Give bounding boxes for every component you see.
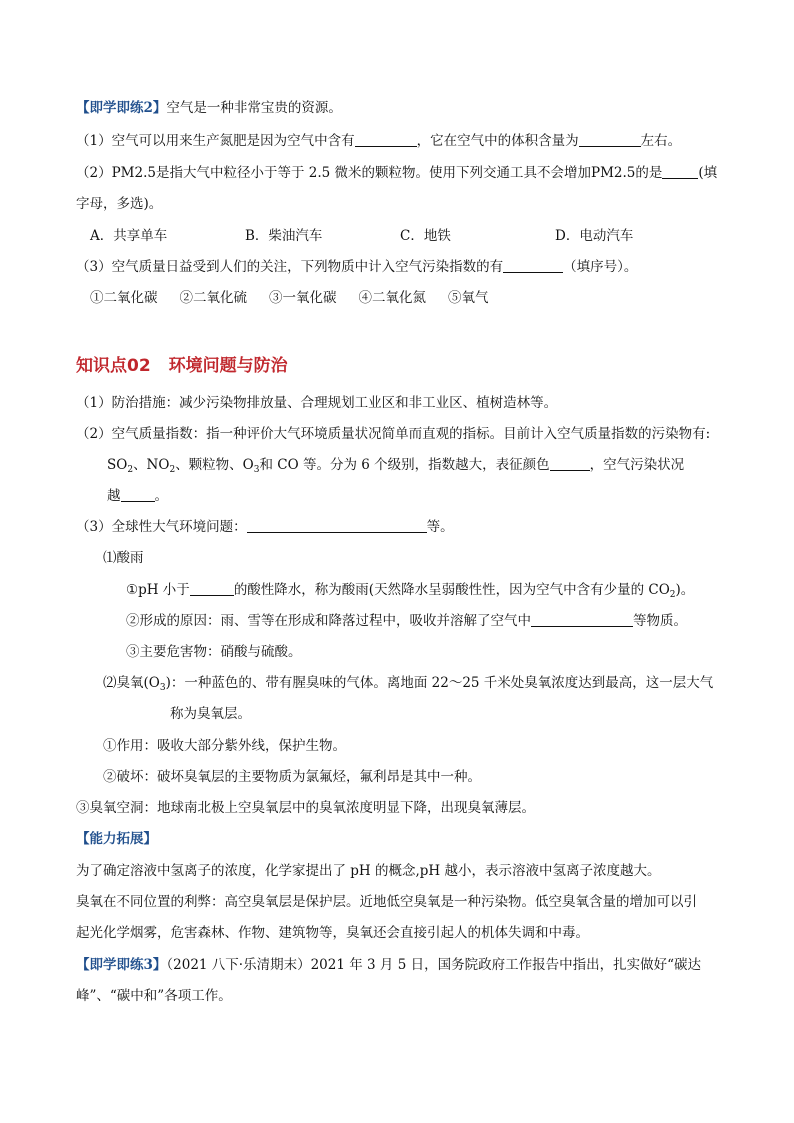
ozone-item3: ③臭氧空洞：地球南北极上空臭氧层中的臭氧浓度明显下降，出现臭氧薄层。 bbox=[76, 800, 535, 816]
ozone-item1: ①作用：吸收大部分紫外线，保护生物。 bbox=[103, 738, 346, 754]
choice-5: ⑤氧气 bbox=[448, 290, 489, 306]
practice2-heading bbox=[76, 98, 342, 118]
section-p2-line3 bbox=[107, 486, 168, 506]
sub-2a: 2 bbox=[127, 465, 134, 475]
ozone-text-a: ⑵臭氧(O bbox=[103, 675, 160, 691]
q1-blank-2[interactable] bbox=[579, 132, 641, 147]
practice3-line2: 峰”、“碳中和”各项工作。 bbox=[76, 988, 232, 1004]
choice-1: ①二氧化碳 bbox=[90, 290, 158, 306]
practice2-stem: 空气是一种非常宝贵的资源。 bbox=[166, 100, 342, 116]
q2-text: （2）PM2.5是指大气中粒径小于等于 2.5 微米的颗粒物。使用下列交通工具不会增加PM2.5的是 bbox=[76, 165, 663, 181]
acid-rain-item1 bbox=[126, 580, 694, 605]
q1-blank-1[interactable] bbox=[355, 132, 417, 147]
option-b: B．柴油汽车 bbox=[245, 228, 323, 244]
p2-text-end: 。 bbox=[154, 488, 168, 504]
extension-p2-line1: 臭氧在不同位置的利弊：高空臭氧层是保护层。近地低空臭氧是一种污染物。低空臭氧含量的增加可以引 bbox=[76, 894, 697, 910]
option-d: D．电动汽车 bbox=[555, 228, 634, 244]
option-c: C．地铁 bbox=[400, 228, 451, 244]
p3-text-b: 等。 bbox=[426, 519, 454, 535]
extension-p1: 为了确定溶液中氢离子的浓度，化学家提出了 pH 的概念,pH 越小，表示溶液中氢离子浓度越大。 bbox=[76, 863, 661, 879]
q2-blank[interactable] bbox=[662, 164, 698, 179]
section-title bbox=[76, 354, 288, 378]
practice2-options bbox=[90, 226, 633, 246]
practice2-q2-line2: 字母，多选)。 bbox=[76, 196, 163, 212]
ozone-line2: 称为臭氧层。 bbox=[170, 706, 251, 722]
section-heading: 环境问题与防治 bbox=[168, 356, 288, 376]
q1-text-b: ，它在空气中的体积含量为 bbox=[416, 133, 579, 149]
choice-2: ②二氧化硫 bbox=[179, 290, 247, 306]
ozone-line1 bbox=[103, 673, 713, 698]
choice-4: ④二氧化氮 bbox=[358, 290, 426, 306]
global-issues-blank[interactable] bbox=[247, 518, 427, 533]
practice3-line1 bbox=[76, 955, 701, 975]
q3-text-b: （填序号）。 bbox=[563, 259, 638, 275]
sub-3: 3 bbox=[253, 465, 260, 475]
acid1-text-a: ①pH 小于 bbox=[126, 582, 190, 598]
sub-o3: 3 bbox=[159, 683, 166, 693]
choice-3: ③一氧化碳 bbox=[269, 290, 337, 306]
section-p2-line2 bbox=[107, 455, 684, 480]
so2-text: SO bbox=[107, 457, 128, 473]
acid1-text-c: )。 bbox=[675, 582, 695, 598]
practice2-q3 bbox=[76, 257, 637, 277]
practice2-q2-line1 bbox=[76, 163, 717, 183]
p3-text-a: （3）全球性大气环境问题： bbox=[76, 519, 247, 535]
practice3-tag: 【即学即练3】 bbox=[76, 957, 167, 973]
acid-rain-item2 bbox=[126, 611, 687, 631]
q1-text-a: （1）空气可以用来生产氮肥是因为空气中含有 bbox=[76, 133, 355, 149]
q2-text-end: (填 bbox=[698, 165, 718, 181]
acid2-text-b: 等物质。 bbox=[633, 613, 687, 629]
section-p1: （1）防治措施：减少污染物排放量、合理规划工业区和非工业区、植树造林等。 bbox=[76, 395, 558, 411]
extension-p2-line2: 起光化学烟雾，危害森林、作物、建筑物等，臭氧还会直接引起人的机体失调和中毒。 bbox=[76, 925, 589, 941]
practice2-choices bbox=[90, 288, 489, 308]
color-blank[interactable] bbox=[550, 456, 590, 471]
q3-text-a: （3）空气质量日益受到人们的关注，下列物质中计入空气污染指数的有 bbox=[76, 259, 504, 275]
ozone-text-b: )：一种蓝色的、带有腥臭味的气体。离地面 22～25 千米处臭氧浓度达到最高，这一层大气 bbox=[165, 675, 714, 691]
substance-blank[interactable] bbox=[531, 612, 633, 627]
extension-tag: 【能力拓展】 bbox=[76, 831, 157, 847]
p2-text-e: ，空气污染状况 bbox=[589, 457, 685, 473]
practice3-text1: （2021 八下·乐清期末）2021 年 3 月 5 日，国务院政府工作报告中指出，扎实做好“碳达 bbox=[166, 957, 701, 973]
acid2-text-a: ②形成的原因：雨、雪等在形成和降落过程中，吸收并溶解了空气中 bbox=[126, 613, 531, 629]
practice2-q1 bbox=[76, 131, 681, 151]
acid1-text-b: 的酸性降水，称为酸雨(天然降水呈弱酸性性，因为空气中含有少量的 CO bbox=[233, 582, 670, 598]
ozone-item2: ②破坏：破坏臭氧层的主要物质为氯氟烃，氟利昂是其中一种。 bbox=[103, 769, 481, 785]
q3-blank[interactable] bbox=[503, 258, 563, 273]
sub-co2: 2 bbox=[669, 590, 676, 600]
acid-rain-item3: ③主要危害物：硝酸与硫酸。 bbox=[126, 644, 302, 660]
section-p3 bbox=[76, 517, 454, 537]
practice2-tag: 【即学即练2】 bbox=[76, 100, 167, 116]
option-a: A．共享单车 bbox=[90, 228, 168, 244]
q1-text-c: 左右。 bbox=[640, 133, 682, 149]
ph-blank[interactable] bbox=[190, 581, 234, 596]
p2-text-d: 和 CO 等。分为 6 个级别，指数越大，表征颜色 bbox=[259, 457, 550, 473]
section-number: 知识点02 bbox=[76, 356, 151, 376]
sub-2b: 2 bbox=[169, 465, 176, 475]
section-p2-line1: （2）空气质量指数：指一种评价大气环境质量状况简单而直观的指标。目前计入空气质量指数的污染物有: bbox=[76, 426, 711, 442]
no2-text: 、NO bbox=[133, 457, 170, 473]
pollution-blank[interactable] bbox=[121, 487, 155, 502]
acid-rain-title: ⑴酸雨 bbox=[103, 550, 144, 566]
o3-text: 、颗粒物、O bbox=[175, 457, 254, 473]
p2-text-yue: 越 bbox=[107, 488, 121, 504]
